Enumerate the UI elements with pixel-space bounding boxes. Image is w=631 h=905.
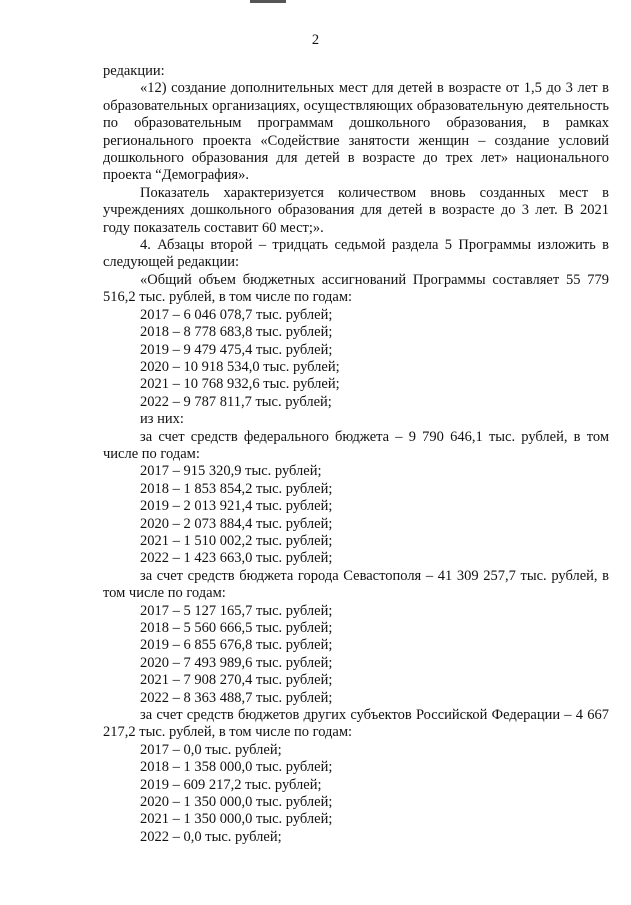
list-item: 2020 – 7 493 989,6 тыс. рублей; xyxy=(140,654,333,671)
paragraph: Показатель характеризуется количеством вновь созданных мест в учреждениях дошкольного образования для детей в возрасте до 3 лет. В 2021 году показатель составит 60 мест;». xyxy=(103,184,609,236)
paragraph: за счет средств бюджетов других субъектов Российской Федерации – 4 667 217,2 тыс. рублей, в том числе по годам: xyxy=(103,707,609,741)
list-item: 2017 – 6 046 078,7 тыс. рублей; xyxy=(140,306,333,323)
list-item: 2019 – 2 013 921,4 тыс. рублей; xyxy=(140,498,333,515)
paragraph: 4. Абзацы второй – тридцать седьмой раздела 5 Программы изложить в следующей редакции: xyxy=(103,237,609,271)
list-item: 2022 – 8 363 488,7 тыс. рублей; xyxy=(140,689,333,706)
paragraph: «Общий объем бюджетных ассигнований Программы составляет 55 779 516,2 тыс. рублей, в том числе по годам: xyxy=(103,271,609,306)
list-item: 2020 – 2 073 884,4 тыс. рублей; xyxy=(140,515,333,532)
list-item: 2019 – 6 855 676,8 тыс. рублей; xyxy=(140,637,333,654)
paragraph: «12) создание дополнительных мест для детей в возрасте от 1,5 до 3 лет в образовательных организациях, осуществляющих образовательную деятельность по образовательным программам дошкольного образования, в рамках регионального проекта «Содействие занятости женщин – создание условий дошкольного образования для детей в возрасте до трех лет» национального проекта “Демография». xyxy=(103,80,609,184)
paragraph: за счет средств бюджета города Севастополя – 41 309 257,7 тыс. рублей, в том числе по годам: xyxy=(103,567,609,602)
top-edge-mark xyxy=(250,0,286,3)
list-item: 2021 – 7 908 270,4 тыс. рублей; xyxy=(140,672,333,689)
list-item: 2020 – 10 918 534,0 тыс. рублей; xyxy=(140,358,340,375)
list-item: 2022 – 0,0 тыс. рублей; xyxy=(140,828,282,845)
list-item: 2018 – 1 853 854,2 тыс. рублей; xyxy=(140,480,333,497)
list-item: 2019 – 9 479 475,4 тыс. рублей; xyxy=(140,341,333,358)
list-item: 2018 – 1 358 000,0 тыс. рублей; xyxy=(140,759,333,776)
list-item: 2022 – 1 423 663,0 тыс. рублей; xyxy=(140,550,333,567)
list-item: 2020 – 1 350 000,0 тыс. рублей; xyxy=(140,794,333,811)
list-item: 2018 – 8 778 683,8 тыс. рублей; xyxy=(140,324,333,341)
page-number: 2 xyxy=(311,32,320,48)
list-item: 2021 – 1 510 002,2 тыс. рублей; xyxy=(140,532,333,549)
list-item: 2017 – 5 127 165,7 тыс. рублей; xyxy=(140,602,333,619)
list-item: 2017 – 915 320,9 тыс. рублей; xyxy=(140,463,322,480)
list-item: 2021 – 10 768 932,6 тыс. рублей; xyxy=(140,376,340,393)
list-item: 2017 – 0,0 тыс. рублей; xyxy=(140,741,282,758)
list-item: 2022 – 9 787 811,7 тыс. рублей; xyxy=(140,393,332,410)
document-body xyxy=(103,63,609,846)
list-item: 2018 – 5 560 666,5 тыс. рублей; xyxy=(140,620,333,636)
paragraph: за счет средств федерального бюджета – 9 790 646,1 тыс. рублей, в том числе по годам: xyxy=(103,428,609,462)
paragraph: редакции: xyxy=(103,63,165,79)
list-item: 2021 – 1 350 000,0 тыс. рублей; xyxy=(140,811,333,828)
list-item: 2019 – 609 217,2 тыс. рублей; xyxy=(140,776,322,793)
list-item: из них: xyxy=(140,411,184,428)
